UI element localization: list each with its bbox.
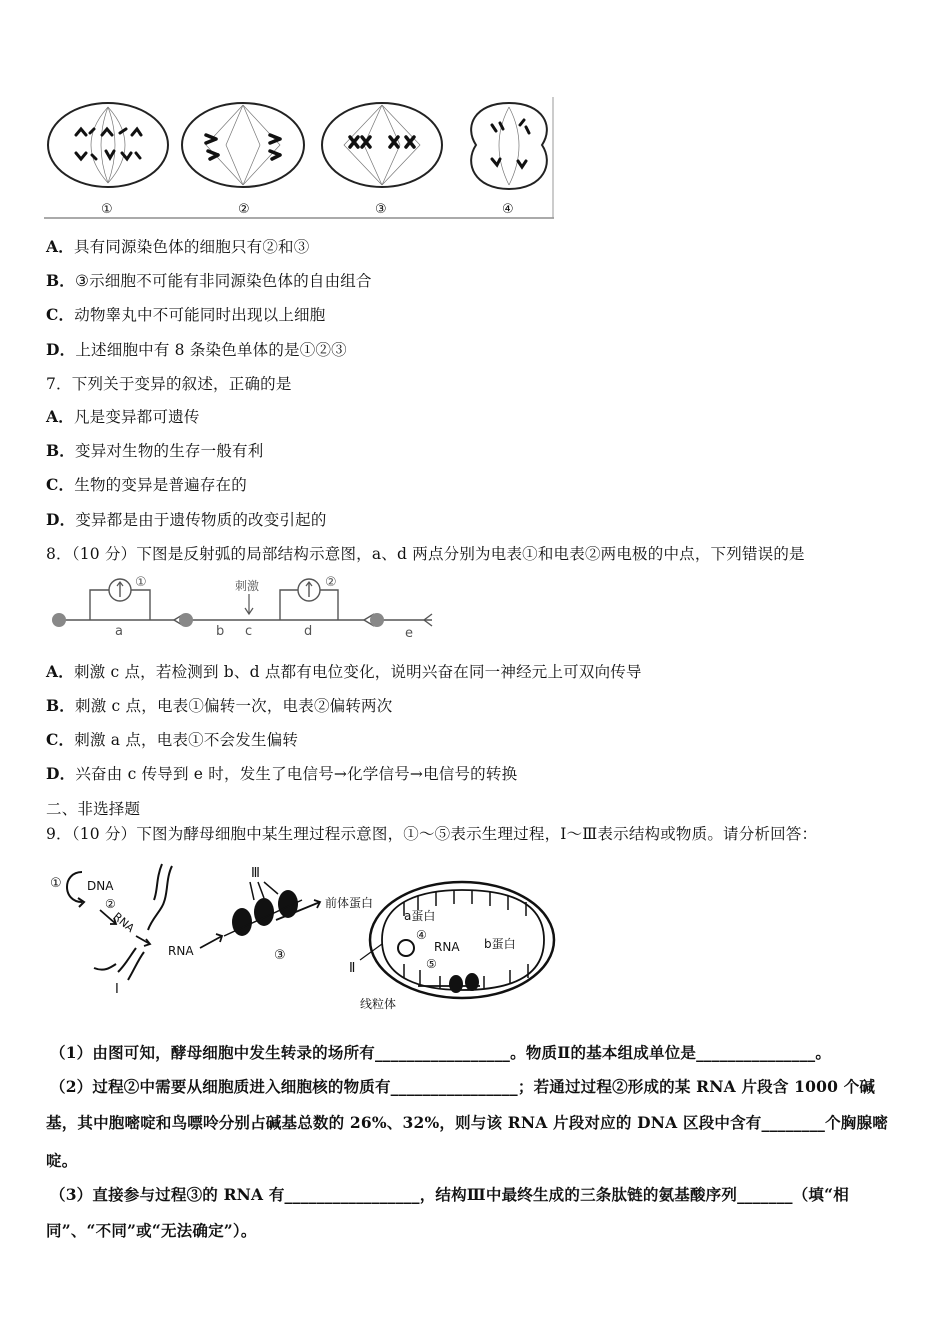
cell-1 <box>48 103 168 187</box>
label-b-protein: b蛋白 <box>484 937 516 951</box>
q8-stem: 8．（10 分）下图是反射弧的局部结构示意图，a、d 两点分别为电表①和电表②两电极的中点，下列错误的是 <box>46 545 805 563</box>
q6-option-c: C．动物睾丸中不可能同时出现以上细胞 <box>46 305 326 324</box>
label-mito: 线粒体 <box>360 997 397 1011</box>
label-rna: RNA <box>168 944 194 958</box>
point-a: a <box>115 624 123 639</box>
q7-option-a: A．凡是变异都可遗传 <box>46 407 200 426</box>
meter-1-label: ① <box>135 575 147 590</box>
label-n1: ① <box>50 876 62 891</box>
point-d: d <box>304 624 313 639</box>
stimulus-label: 刺激 <box>235 579 260 593</box>
label-n2: ② <box>105 897 116 911</box>
label-n4: ④ <box>416 928 427 942</box>
q9-part-1: （1）由图可知，酵母细胞中发生转录的场所有_________________。物质Ⅱ的基本组成单位是_______________。 <box>50 1043 832 1062</box>
q9-part-2-line3: 啶。 <box>46 1151 78 1170</box>
label-n3: ③ <box>274 948 286 963</box>
cell-3 <box>322 103 442 187</box>
q9-part-3-line2: 同”、“不同”或“无法确定”）。 <box>46 1221 257 1240</box>
label-precursor: 前体蛋白 <box>325 896 374 910</box>
label-rna-slanted: RNA <box>110 909 137 936</box>
label-dna: DNA <box>87 879 114 893</box>
cell-division-figure <box>44 97 556 221</box>
cell-label-2: ② <box>238 202 250 217</box>
q9-part-2-line1: （2）过程②中需要从细胞质进入细胞核的物质有________________；若通过过程②形成的某 RNA 片段含 1000 个碱 <box>50 1077 876 1096</box>
cell-2 <box>182 103 304 187</box>
label-a-protein: a蛋白 <box>404 909 436 923</box>
q7-option-d: D．变异都是由于遗传物质的改变引起的 <box>46 510 327 529</box>
cell-label-4: ④ <box>502 202 514 217</box>
q9-stem: 9．（10 分）下图为酵母细胞中某生理过程示意图，①～⑤表示生理过程，Ⅰ～Ⅲ表示结构或物质。请分析回答： <box>46 825 818 843</box>
q7-stem: 7．下列关于变异的叙述，正确的是 <box>46 375 292 393</box>
point-c: c <box>245 624 253 639</box>
q8-option-b: B．刺激 c 点，电表①偏转一次，电表②偏转两次 <box>46 696 393 715</box>
q7-option-b: B．变异对生物的生存一般有利 <box>46 441 264 460</box>
label-rna-mito: RNA <box>434 940 460 954</box>
cell-4 <box>471 103 547 189</box>
point-e: e <box>405 626 413 641</box>
section-heading: 二、非选择题 <box>46 800 141 818</box>
meter-2-label: ② <box>325 575 337 590</box>
label-roman2: Ⅱ <box>349 961 356 976</box>
q9-part-3-line1: （3）直接参与过程③的 RNA 有_________________，结构Ⅲ中最终生成的三条肽链的氨基酸序列_______（填“相 <box>50 1185 849 1204</box>
q8-option-a: A．刺激 c 点，若检测到 b、d 点都有电位变化，说明兴奋在同一神经元上可双向传导 <box>46 662 642 681</box>
q9-part-2-line2: 基，其中胞嘧啶和鸟嘌呤分别占碱基总数的 26%、32%，则与该 RNA 片段对应的 DNA 区段中含有________个胸腺嘧 <box>46 1113 888 1132</box>
label-roman1: Ⅰ <box>115 982 119 997</box>
q7-option-c: C．生物的变异是普遍存在的 <box>46 475 247 494</box>
label-n5: ⑤ <box>426 957 437 971</box>
point-b: b <box>216 624 225 639</box>
cell-label-3: ③ <box>375 202 387 217</box>
q6-option-d: D．上述细胞中有 8 条染色单体的是①②③ <box>46 340 347 359</box>
q8-option-d: D．兴奋由 c 传导到 e 时，发生了电信号→化学信号→电信号的转换 <box>46 764 518 783</box>
q8-option-c: C．刺激 a 点，电表①不会发生偏转 <box>46 730 299 749</box>
q6-option-b: B．③示细胞不可能有非同源染色体的自由组合 <box>46 271 372 290</box>
q6-option-a: A．具有同源染色体的细胞只有②和③ <box>46 237 310 256</box>
label-roman3: Ⅲ <box>251 866 260 881</box>
cell-label-1: ① <box>101 202 113 217</box>
